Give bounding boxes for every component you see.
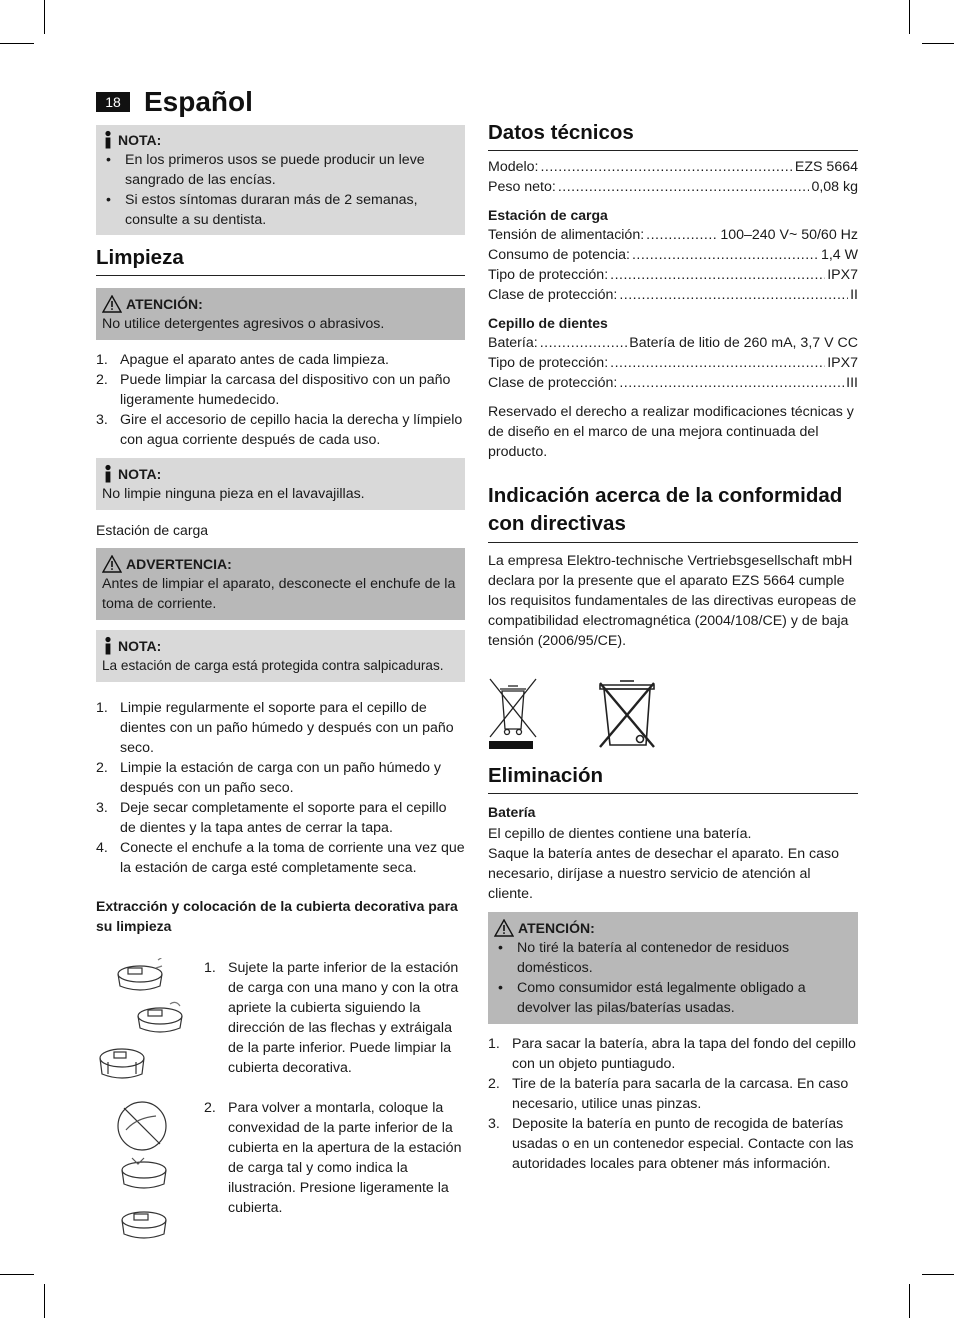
subheading-bateria: Batería	[488, 804, 536, 820]
bateria-text-1: El cepillo de dientes contiene una batería.	[488, 826, 752, 842]
warning-text: Antes de limpiar el aparato, desconecte el enchufe de la toma de corriente.	[102, 576, 456, 612]
crop-mark	[44, 1284, 45, 1318]
section-title-conformidad: Indicación acerca de la conformidad con directivas	[488, 482, 858, 543]
spec-row: Tipo de protección: ..... IPX7	[488, 353, 858, 373]
spec-row: Clase de protección: ..... II	[488, 285, 858, 305]
spec-list-cepillo	[488, 333, 858, 393]
warning-label: ADVERTENCIA:	[126, 556, 232, 572]
attention-label: ATENCIÓN:	[518, 920, 595, 936]
note-box	[96, 630, 465, 682]
section-title-eliminacion: Eliminación	[488, 763, 858, 794]
crop-mark	[44, 0, 45, 34]
crop-mark	[909, 0, 910, 34]
attention-text: No utilice detergentes agresivos o abrasivos.	[102, 316, 385, 332]
list-item: 4. Conecte el enchufe a la toma de corriente una vez que la estación de carga esté completamente seca.	[96, 840, 465, 876]
spec-row: Tensión de alimentación: ..... 100–240 V~ 50/60 Hz	[488, 225, 858, 245]
station-steps	[96, 698, 465, 878]
attention-label: ATENCIÓN:	[126, 296, 203, 312]
extraction-steps	[204, 958, 465, 1218]
spec-row: Peso neto: ..... 0,08 kg	[488, 177, 858, 197]
list-item: 3. Gire el accesorio de cepillo hacia la derecha y límpielo con agua corriente después de cada uso.	[96, 412, 463, 448]
spec-row: Clase de protección: ..... III	[488, 373, 858, 393]
page-title: Español	[144, 86, 253, 117]
spec-list-general	[488, 157, 858, 197]
list-item: 1. Apague el aparato antes de cada limpieza.	[96, 352, 389, 368]
list-item: 1. Limpie regularmente el soporte para el cepillo de dientes con un paño húmedo y después con un paño seco.	[96, 700, 454, 756]
subheading-estacion-spec: Estación de carga	[488, 207, 608, 223]
list-item: 2. Limpie la estación de carga con un paño húmedo y después con un paño seco.	[96, 760, 442, 796]
list-item: 2. Puede limpiar la carcasa del dispositivo con un paño ligeramente humedecido.	[96, 372, 451, 408]
crop-mark	[922, 1274, 954, 1275]
info-icon	[102, 464, 114, 484]
spec-row: Modelo: ..... EZS 5664	[488, 157, 858, 177]
list-item: 1. Para sacar la batería, abra la tapa del fondo del cepillo con un objeto puntiagudo.	[488, 1036, 856, 1072]
crossed-bin-battery-icon	[594, 677, 660, 753]
list-item: 1. Sujete la parte inferior de la estación de carga con una mano y con la otra apriete la cubierta siguiendo la dirección de las flechas y extráigala de la parte inferior. Puede limpiar la cubierta decorativa.	[204, 960, 459, 1076]
subheading-extraccion: Extracción y colocación de la cubierta decorativa para su limpieza	[96, 898, 458, 934]
charging-station-illustration	[96, 958, 196, 1248]
note-text: La estación de carga está protegida contra salpicaduras.	[102, 658, 444, 673]
warning-box	[96, 548, 465, 620]
warning-icon	[494, 919, 514, 937]
info-icon	[102, 130, 114, 150]
list-item: 2. Para volver a montarla, coloque la convexidad de la parte inferior de la cubierta en la apertura de la estación de carga tal y como indica la ilustración. Presione ligeramente la cubierta.	[204, 1100, 462, 1216]
disposal-symbols	[488, 677, 858, 761]
attention-box	[96, 288, 465, 340]
section-title-limpieza: Limpieza	[96, 245, 465, 276]
note-text: No limpie ninguna pieza en el lavavajillas.	[102, 486, 365, 502]
battery-steps	[488, 1034, 858, 1174]
list-item: • Si estos síntomas duraran más de 2 semanas, consulte a su dentista.	[102, 190, 459, 230]
crop-mark	[0, 1274, 34, 1275]
list-item: • En los primeros usos se puede producir un leve sangrado de las encías.	[102, 150, 459, 190]
crop-mark	[909, 1284, 910, 1318]
subheading-estacion: Estación de carga	[96, 522, 209, 538]
note-list	[102, 150, 459, 230]
subheading-cepillo-spec: Cepillo de dientes	[488, 315, 608, 331]
cleaning-steps	[96, 350, 465, 450]
note-label: NOTA:	[118, 132, 162, 148]
reserva-text: Reservado el derecho a realizar modificaciones técnicas y de diseño en el marco de una mejora continuada del producto.	[488, 404, 854, 460]
left-column	[96, 125, 465, 1248]
attention-list	[494, 938, 852, 1018]
warning-icon	[102, 555, 122, 573]
list-item: • Como consumidor está legalmente obligado a devolver las pilas/baterías usadas.	[494, 978, 852, 1018]
extraction-section	[96, 958, 465, 1248]
note-label: NOTA:	[118, 466, 162, 482]
crop-mark	[0, 43, 34, 44]
spec-row: Tipo de protección: ..... IPX7	[488, 265, 858, 285]
page-number: 18	[96, 92, 130, 112]
crossed-bin-icon	[488, 677, 538, 753]
warning-icon	[102, 295, 122, 313]
list-item: • No tiré la batería al contenedor de residuos domésticos.	[494, 938, 852, 978]
spec-row: Batería: ..... Batería de litio de 260 mA, 3,7 V CC	[488, 333, 858, 353]
list-item: 3. Deje secar completamente el soporte para el cepillo de dientes y la tapa antes de cerrar la tapa.	[96, 800, 447, 836]
note-label: NOTA:	[118, 638, 162, 654]
list-item: 2. Tire de la batería para sacarla de la carcasa. En caso necesario, utilice unas pinzas.	[488, 1076, 849, 1112]
spec-list-estacion	[488, 225, 858, 305]
attention-box	[488, 912, 858, 1024]
section-title-datos: Datos técnicos	[488, 120, 858, 151]
spec-row: Consumo de potencia: ..... 1,4 W	[488, 245, 858, 265]
info-icon	[102, 636, 114, 656]
note-box	[96, 458, 465, 510]
crop-mark	[922, 43, 954, 44]
conformidad-text: La empresa Elektro-technische Vertriebsgesellschaft mbH declara por la presente que el aparato EZS 5664 cumple los requisitos fundamentales de las directivas europeas de compatibilidad electromagnética (2004/108/CE) y de baja tensión (2006/95/CE).	[488, 553, 857, 649]
right-column	[488, 120, 858, 1174]
note-box	[96, 125, 465, 235]
list-item: 3. Deposite la batería en punto de recogida de baterías usadas o en un contenedor especial. Contacte con las autoridades locales para obtener más información.	[488, 1116, 854, 1172]
bateria-text-2: Saque la batería antes de desechar el aparato. En caso necesario, diríjase a nuestro servicio de atención al cliente.	[488, 846, 839, 902]
